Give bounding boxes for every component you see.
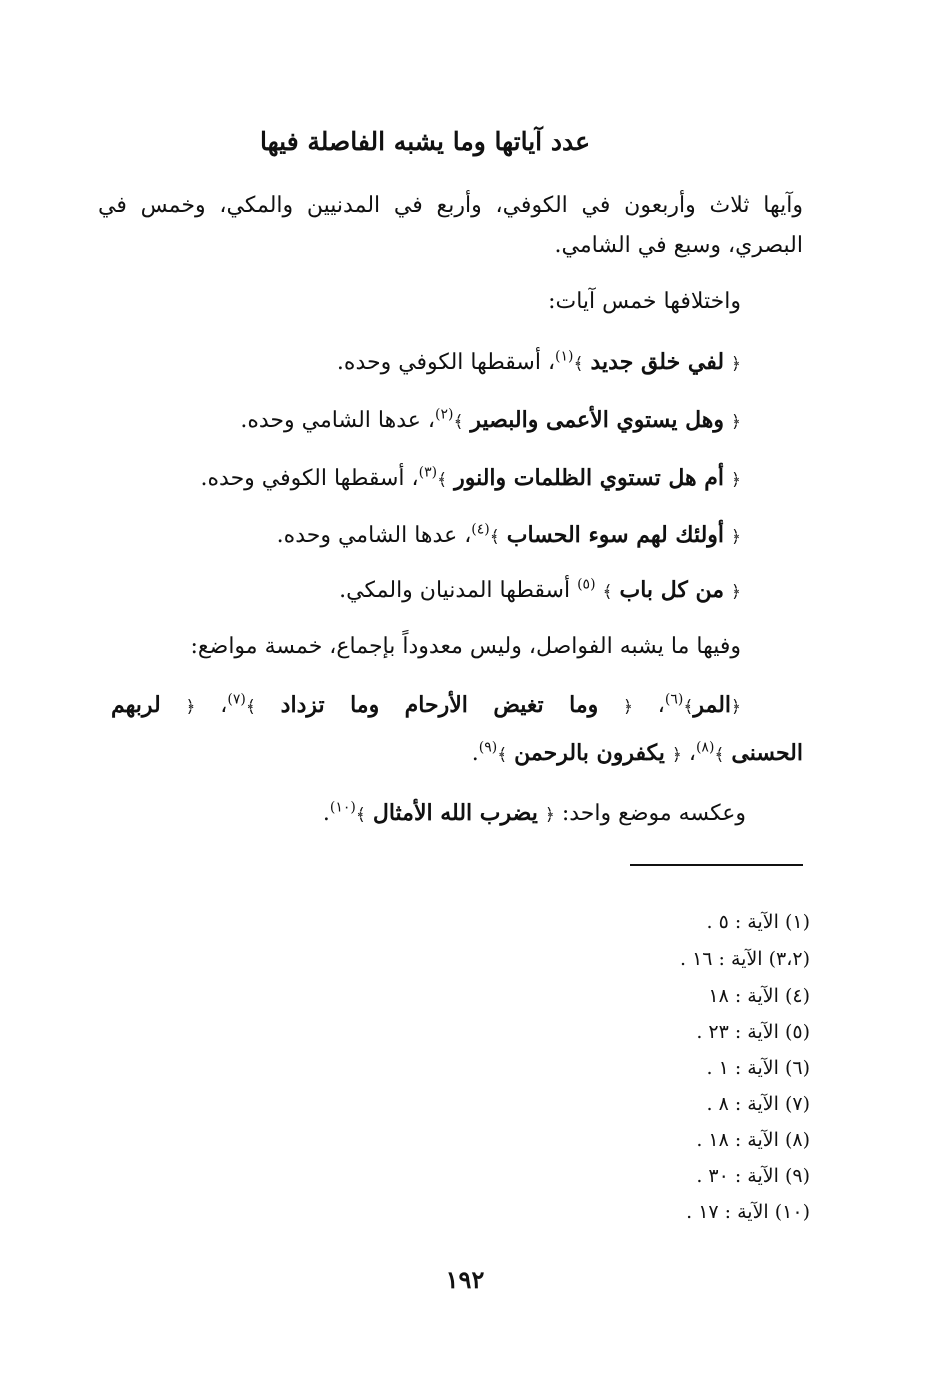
footnote-item: (٦) الآية : ١ .	[706, 1057, 810, 1079]
verse-note: ، عدها الشامي وحده.	[276, 523, 472, 548]
footnote-item: (٥) الآية : ٢٣ .	[696, 1021, 810, 1043]
open-bracket-ornament: ﴿	[731, 697, 741, 717]
footnote-item: (٣،٢) الآية : ١٦ .	[679, 948, 810, 970]
separator: ،	[681, 741, 696, 766]
verse-note: أسقطها المدنيان والمكي.	[339, 578, 578, 603]
verse-note: ، عدها الشامي وحده.	[240, 408, 435, 433]
footnote-ref: (٢)	[434, 406, 454, 423]
footnote-ref: (٤)	[471, 521, 490, 538]
page-number: ١٩٢	[445, 1265, 485, 1294]
verse-quote: الحسنى	[731, 740, 803, 766]
footnote-item: (٧) الآية : ٨ .	[706, 1093, 810, 1115]
disagreement-intro: واختلافها خمس آيات:	[548, 289, 741, 314]
footnote-item: (١) الآية : ٥ .	[706, 911, 810, 933]
footnote-item: (٩) الآية : ٣٠ .	[696, 1165, 810, 1187]
footnote-item: (١٠) الآية : ١٧ .	[686, 1201, 810, 1223]
verse-quote: وما تغيض الأرحام وما تزداد	[280, 692, 599, 718]
verse-quote: لربهم	[111, 692, 161, 718]
separator: ،	[633, 693, 665, 718]
open-bracket-ornament: ﴿	[731, 470, 741, 490]
close-bracket-ornament: ﴾	[602, 582, 613, 602]
close-bracket-ornament: ﴾	[489, 527, 500, 547]
footnote-ref: (١٠)	[329, 799, 356, 816]
open-bracket-ornament: ﴿	[731, 582, 741, 602]
paragraph-verse-count-line-1: وآيها ثلاث وأربعون في الكوفي، وأربع في المدنيين والمكي، وخمس في	[98, 193, 803, 218]
similar-line-1	[111, 685, 741, 727]
similar-intro: وفيها ما يشبه الفواصل، وليس معدوداً بإجماع، خمسة مواضع:	[190, 634, 741, 659]
open-bracket-ornament: ﴿	[185, 697, 196, 717]
footnote-item: (٤) الآية : ١٨	[708, 985, 810, 1007]
footnote-item: (٨) الآية : ١٨ .	[696, 1129, 810, 1151]
footnote-divider	[630, 864, 803, 866]
footnote-ref: (٥)	[577, 576, 596, 593]
open-bracket-ornament: ﴿	[544, 805, 555, 825]
verse-quote: من كل باب	[619, 577, 725, 603]
close-bracket-ornament: ﴾	[573, 354, 584, 374]
footnote-ref: (٣)	[418, 464, 438, 481]
similar-line-2	[472, 733, 803, 775]
close-bracket-ornament: ﴾	[355, 805, 366, 825]
footnote-ref: (٧)	[227, 691, 246, 708]
verse-quote: أم هل تستوي الظلمات والنور	[454, 465, 725, 491]
verse-item	[339, 570, 741, 612]
verse-quote: وهل يستوي الأعمى والبصير	[470, 407, 725, 433]
close-bracket-ornament: ﴾	[453, 412, 464, 432]
verse-quote: أولئك لهم سوء الحساب	[506, 522, 725, 548]
close-bracket-ornament: ﴾	[714, 745, 725, 765]
reverse-line	[323, 793, 746, 835]
footnote-ref: (١)	[555, 348, 574, 365]
close-bracket-ornament: ﴾	[497, 745, 508, 765]
open-bracket-ornament: ﴿	[623, 697, 633, 717]
close-bracket-ornament: ﴾	[683, 697, 694, 717]
footnote-ref: (٦)	[664, 691, 684, 708]
section-heading: عدد آياتها وما يشبه الفاصلة فيها	[260, 127, 590, 156]
open-bracket-ornament: ﴿	[731, 412, 741, 432]
verse-quote: لفي خلق جديد	[590, 349, 725, 375]
reverse-intro: وعكسه موضع واحد:	[561, 801, 746, 826]
open-bracket-ornament: ﴿	[671, 745, 682, 765]
full-stop: .	[471, 741, 479, 766]
verse-item	[201, 458, 741, 500]
full-stop: .	[322, 801, 330, 826]
paragraph-verse-count-line-2: البصري، وسبع في الشامي.	[554, 233, 803, 258]
verse-item	[240, 400, 741, 442]
verse-item	[337, 342, 741, 384]
verse-quote: المر	[693, 692, 732, 718]
close-bracket-ornament: ﴾	[245, 697, 256, 717]
verse-note: ، أسقطها الكوفي وحده.	[336, 350, 556, 375]
footnote-ref: (٨)	[695, 739, 715, 756]
footnote-ref: (٩)	[478, 739, 498, 756]
separator: ،	[195, 693, 228, 718]
close-bracket-ornament: ﴾	[437, 470, 448, 490]
open-bracket-ornament: ﴿	[731, 527, 741, 547]
verse-quote: يكفرون بالرحمن	[514, 740, 665, 766]
verse-item	[277, 515, 741, 557]
verse-note: ، أسقطها الكوفي وحده.	[200, 466, 419, 491]
open-bracket-ornament: ﴿	[731, 354, 741, 374]
verse-quote: يضرب الله الأمثال	[372, 800, 538, 826]
